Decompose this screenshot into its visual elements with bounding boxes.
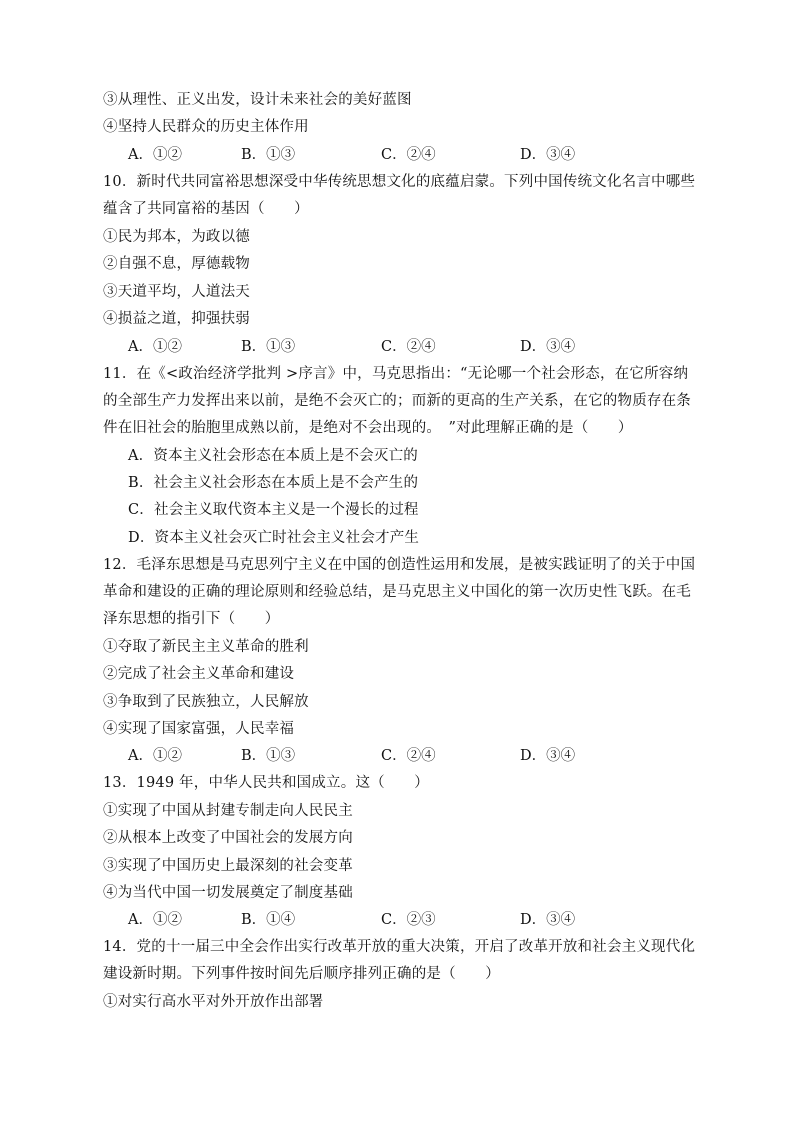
q12-option-a: A．①②: [128, 748, 182, 764]
q11-choice-c: C．社会主义取代资本主义是一个漫长的过程: [128, 502, 419, 518]
q13-statement-2: ②从根本上改变了中国社会的发展方向: [103, 830, 353, 846]
q10-option-d: D．③④: [520, 339, 576, 355]
q10-statement-2: ②自强不息，厚德载物: [103, 256, 250, 272]
q11-stem-line-2: 的全部生产力发挥出来以前，是绝不会灭亡的；而新的更高的生产关系，在它的物质存在条: [103, 393, 691, 409]
q9-statement-4: ④坚持人民群众的历史主体作用: [103, 119, 309, 135]
q13-option-d: D．③④: [520, 912, 576, 928]
q10-option-a: A．①②: [128, 339, 182, 355]
q12-stem-line-1: 12．毛泽东思想是马克思列宁主义在中国的创造性运用和发展，是被实践证明了的关于中国: [103, 557, 696, 573]
q9-options: [128, 145, 688, 165]
q10-statement-3: ③天道平均，人道法天: [103, 284, 250, 300]
q12-stem-line-3: 泽东思想的指引下（ ）: [103, 611, 280, 627]
q13-option-b: B．①④: [241, 912, 296, 928]
q13-statement-1: ①实现了中国从封建专制走向人民民主: [103, 803, 353, 819]
q11-choice-b: B．社会主义社会形态在本质上是不会产生的: [128, 475, 419, 491]
q13-options: [128, 910, 688, 930]
q11-choice-d: D．资本主义社会灭亡时社会主义社会才产生: [128, 530, 420, 546]
q11-stem-line-3: 件在旧社会的胎胞里成熟以前，是绝对不会出现的。 ”对此理解正确的是（ ）: [103, 420, 633, 436]
q9-option-b: B．①③: [241, 147, 296, 163]
q9-option-c: C．②④: [381, 147, 436, 163]
q10-option-c: C．②④: [381, 339, 436, 355]
q10-option-b: B．①③: [241, 339, 296, 355]
q13-option-c: C．②③: [381, 912, 436, 928]
q11-stem-line-1: 11．在《<政治经济学批判 >序言》中，马克思指出：“无论哪一个社会形态，在它所容纳: [103, 366, 689, 382]
q13-stem-line-1: 13．1949 年，中华人民共和国成立。这（ ）: [103, 775, 429, 791]
q9-option-a: A．①②: [128, 147, 182, 163]
q12-option-c: C．②④: [381, 748, 436, 764]
q10-statement-4: ④损益之道，抑强扶弱: [103, 311, 250, 327]
q10-stem-line-2: 蕴含了共同富裕的基因（ ）: [103, 201, 309, 217]
q12-option-d: D．③④: [520, 748, 576, 764]
q13-option-a: A．①②: [128, 912, 182, 928]
q10-statement-1: ①民为邦本，为政以德: [103, 229, 250, 245]
q12-statement-1: ①夺取了新民主主义革命的胜利: [103, 639, 309, 655]
q14-stem-line-2: 建设新时期。下列事件按时间先后顺序排列正确的是（ ）: [103, 966, 500, 982]
q12-option-b: B．①③: [241, 748, 296, 764]
q12-statement-3: ③争取到了民族独立，人民解放: [103, 694, 309, 710]
q11-choice-a: A．资本主义社会形态在本质上是不会灭亡的: [128, 448, 418, 464]
q14-statement-1: ①对实行高水平对外开放作出部署: [103, 994, 324, 1010]
q12-statement-4: ④实现了国家富强，人民幸福: [103, 721, 295, 737]
q12-stem-line-2: 革命和建设的正确的理论原则和经验总结，是马克思主义中国化的第一次历史性飞跃。在毛: [103, 584, 691, 600]
q10-options: [128, 337, 688, 357]
q9-option-d: D．③④: [520, 147, 576, 163]
q12-statement-2: ②完成了社会主义革命和建设: [103, 666, 295, 682]
q13-statement-4: ④为当代中国一切发展奠定了制度基础: [103, 885, 353, 901]
q9-statement-3: ③从理性、正义出发，设计未来社会的美好蓝图: [103, 92, 412, 108]
q12-options: [128, 746, 688, 766]
q14-stem-line-1: 14．党的十一届三中全会作出实行改革开放的重大决策，开启了改革开放和社会主义现代化: [103, 939, 696, 955]
q13-statement-3: ③实现了中国历史上最深刻的社会变革: [103, 858, 353, 874]
q10-stem-line-1: 10．新时代共同富裕思想深受中华传统思想文化的底蕴启蒙。下列中国传统文化名言中哪些: [103, 174, 696, 190]
